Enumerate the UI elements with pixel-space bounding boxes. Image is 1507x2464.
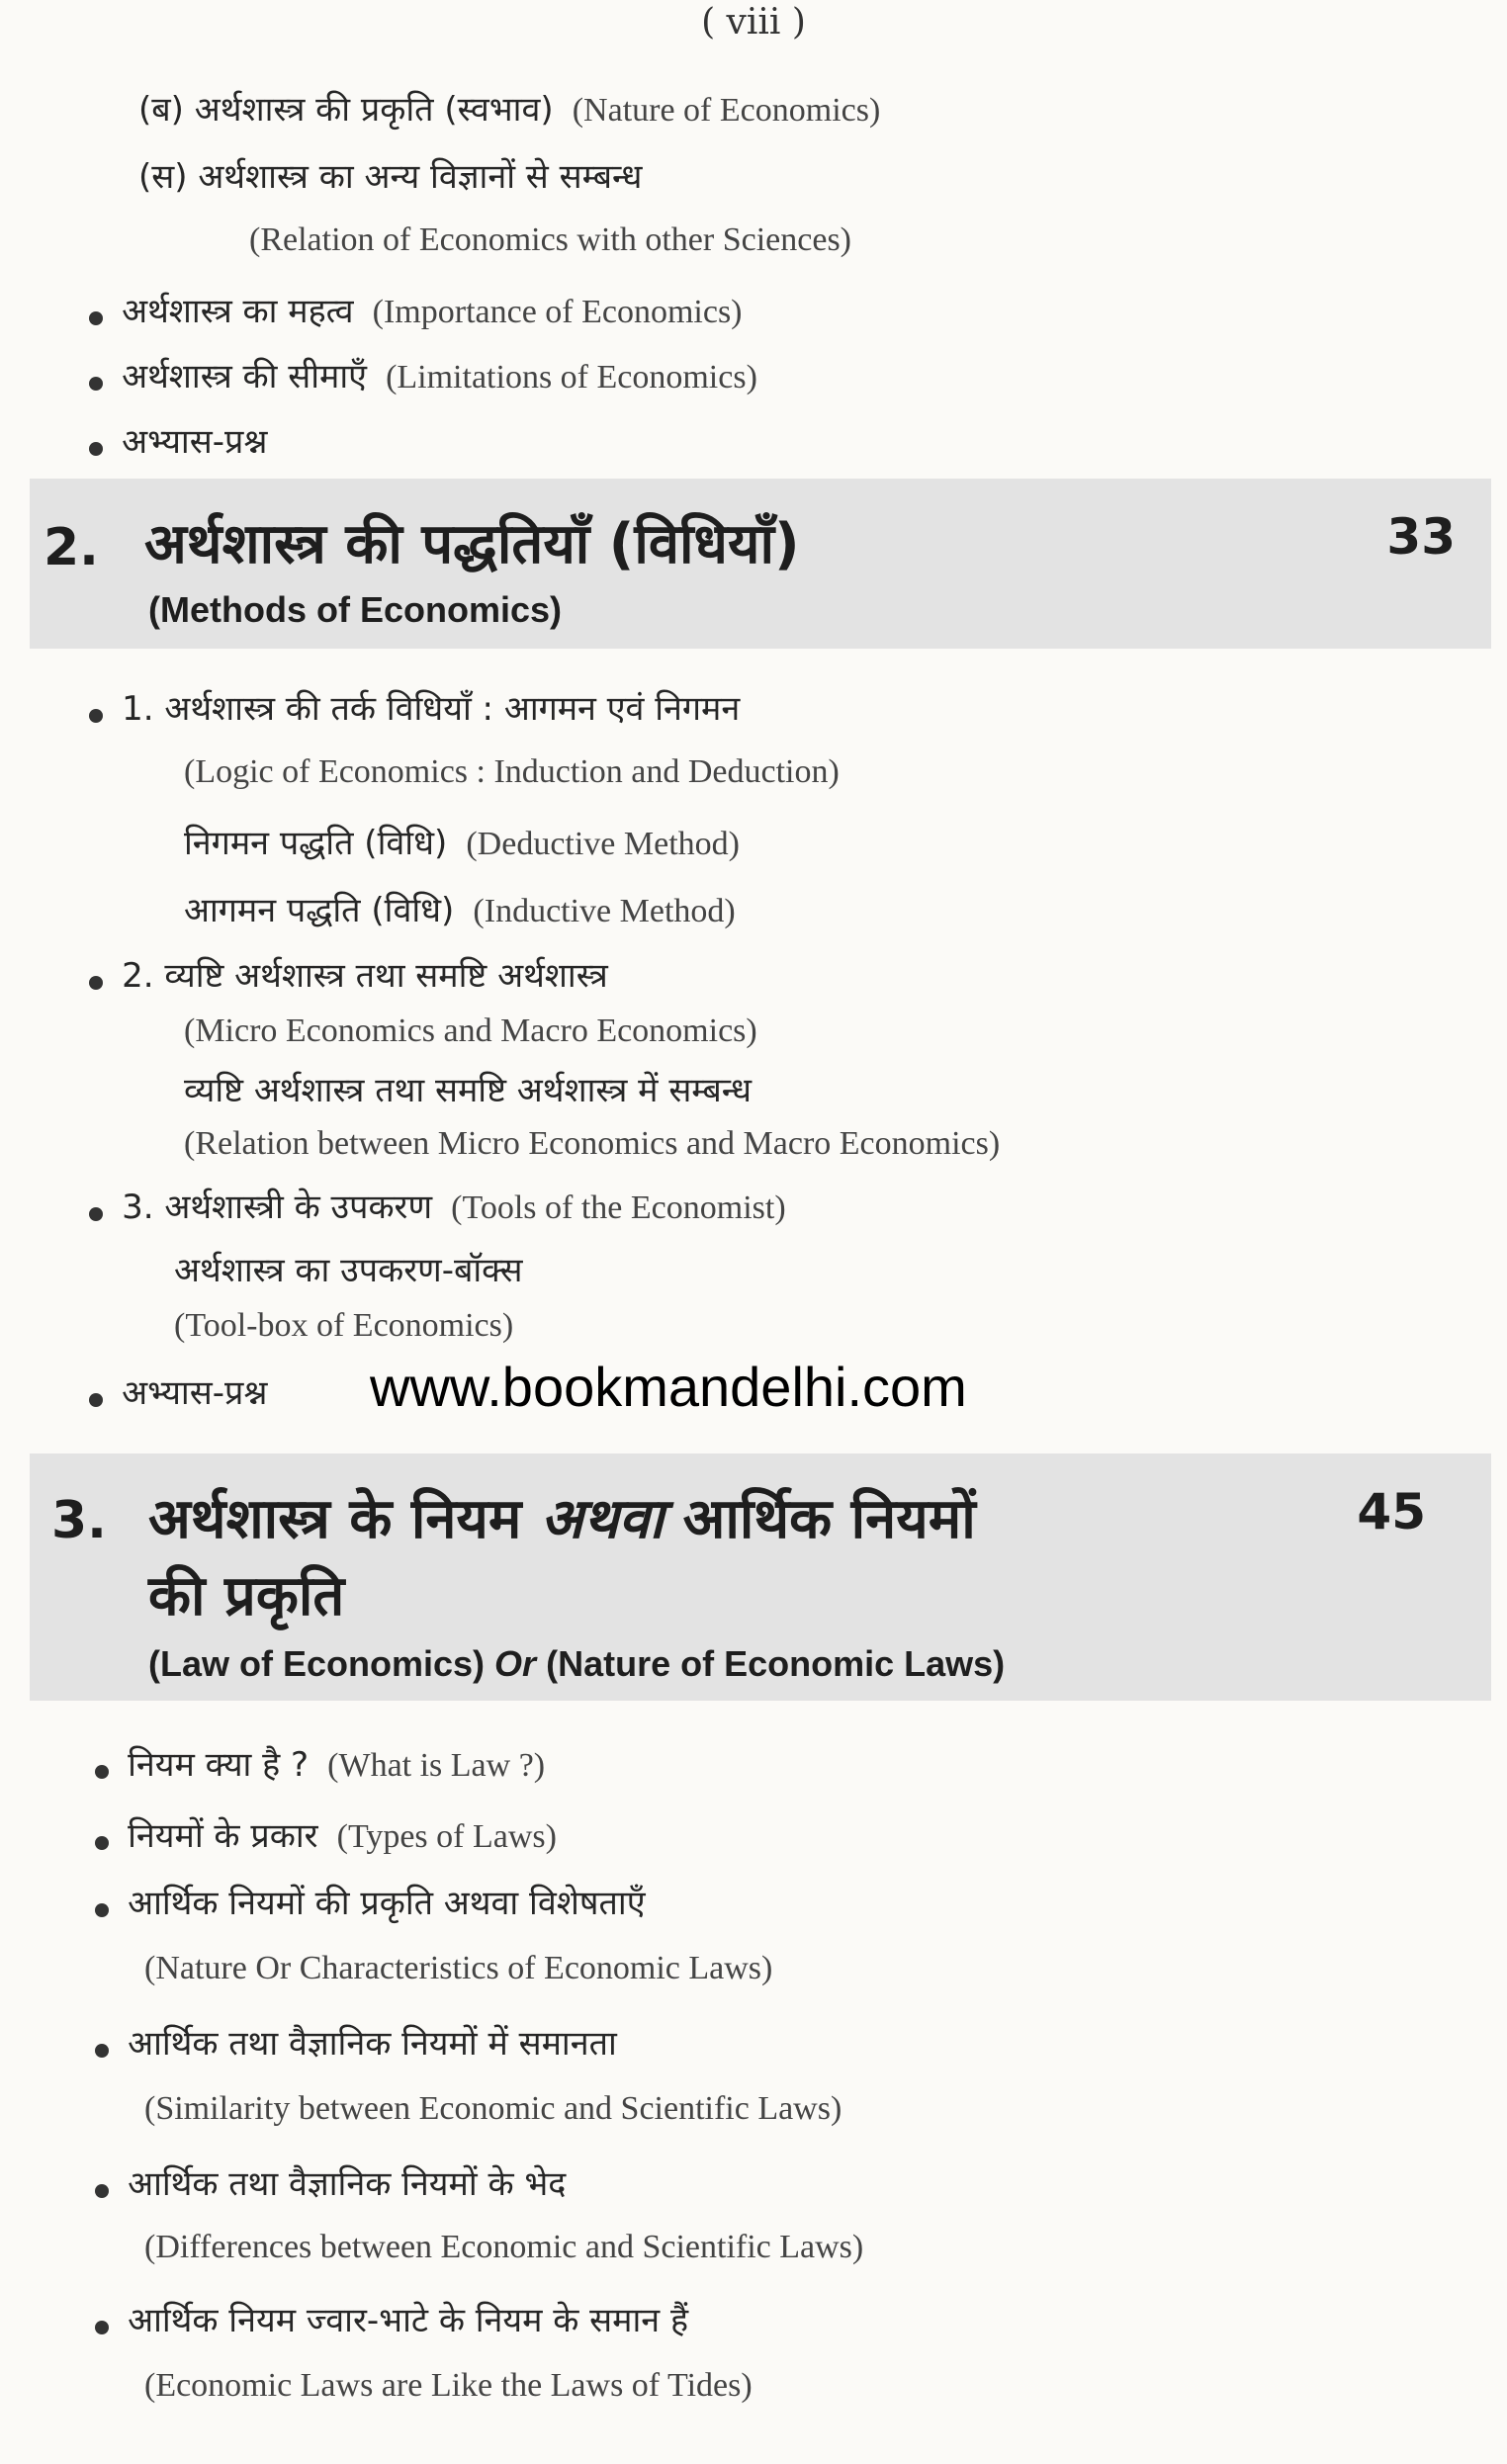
- chapter-subtitle-part: (Law of Economics): [148, 1643, 486, 1684]
- toc-subitem[interactable]: [184, 819, 740, 864]
- chapter-title: अर्थशास्त्र की पद्धतियाँ (विधियाँ): [144, 512, 800, 576]
- chapter-title-or: अथवा: [540, 1487, 665, 1551]
- chapter-page-number: 33: [1386, 508, 1456, 566]
- toc-subitem[interactable]: [174, 1246, 523, 1291]
- toc-item-nature[interactable]: [138, 85, 880, 131]
- toc-bullet-item[interactable]: [89, 417, 267, 463]
- toc-item-english-line: [144, 2090, 842, 2128]
- toc-item-hindi: (ब) अर्थशास्त्र की प्रकृति (स्वभाव): [138, 90, 554, 130]
- toc-bullet-item[interactable]: [89, 1183, 786, 1228]
- toc-item-english: (Similarity between Economic and Scientific Laws): [144, 2090, 842, 2127]
- toc-bullet-item[interactable]: [95, 2296, 688, 2341]
- toc-item-hindi: अर्थशास्त्र का उपकरण-बॉक्स: [174, 1251, 523, 1290]
- toc-item-hindi: नियमों के प्रकार: [128, 1816, 318, 1856]
- toc-subitem[interactable]: [184, 1066, 752, 1111]
- toc-item-english-line: [144, 2229, 863, 2266]
- toc-item-hindi: व्यष्टि अर्थशास्त्र तथा समष्टि अर्थशास्त्र में सम्बन्ध: [184, 1071, 753, 1110]
- toc-item-english: (Types of Laws): [336, 1818, 557, 1855]
- chapter-3-header[interactable]: [30, 1453, 1491, 1701]
- chapter-subtitle-part: (Nature of Economic Laws): [546, 1643, 1006, 1684]
- toc-item-english: (Economic Laws are Like the Laws of Tides): [144, 2367, 753, 2404]
- toc-item-english: (Differences between Economic and Scientific Laws): [144, 2229, 864, 2265]
- toc-item-hindi: अभ्यास-प्रश्न: [122, 1373, 268, 1413]
- chapter-subtitle: (Methods of Economics): [148, 589, 563, 630]
- toc-subitem[interactable]: [184, 886, 736, 931]
- chapter-title-part: आर्थिक नियमों: [682, 1487, 976, 1551]
- toc-item-english: (Tools of the Economist): [451, 1189, 786, 1226]
- toc-item-relation[interactable]: [138, 152, 642, 198]
- toc-item-hindi: 1. अर्थशास्त्र की तर्क विधियाँ : आगमन एवं निगमन: [122, 689, 741, 729]
- bullet-icon: [95, 1903, 109, 1917]
- toc-bullet-item[interactable]: [89, 352, 757, 397]
- toc-bullet-item[interactable]: [95, 2159, 566, 2205]
- toc-bullet-item[interactable]: [95, 1879, 646, 1924]
- bullet-icon: [95, 2044, 109, 2058]
- toc-bullet-item[interactable]: [95, 1740, 545, 1786]
- toc-bullet-item[interactable]: [89, 951, 608, 997]
- toc-item-english: (Limitations of Economics): [386, 359, 757, 396]
- chapter-number: 3.: [51, 1491, 107, 1550]
- bullet-icon: [89, 442, 103, 456]
- bullet-icon: [89, 311, 103, 325]
- bullet-icon: [89, 377, 103, 391]
- toc-bullet-item[interactable]: [89, 1368, 267, 1414]
- toc-item-hindi: निगमन पद्धति (विधि): [184, 824, 448, 863]
- toc-item-english: (Inductive Method): [473, 893, 736, 929]
- toc-item-english: (Micro Economics and Macro Economics): [184, 1012, 757, 1049]
- toc-item-hindi: आर्थिक नियमों की प्रकृति अथवा विशेषताएँ: [128, 1884, 646, 1923]
- toc-bullet-item[interactable]: [95, 1811, 557, 1857]
- toc-item-english: (Nature Or Characteristics of Economic Laws): [144, 1950, 773, 1986]
- toc-item-hindi: अर्थशास्त्र की सीमाएँ: [122, 357, 367, 396]
- chapter-number: 2.: [44, 518, 99, 577]
- toc-bullet-item[interactable]: [89, 684, 740, 730]
- chapter-title-line2: की प्रकृति: [148, 1564, 345, 1628]
- toc-item-hindi: आर्थिक तथा वैज्ञानिक नियमों के भेद: [128, 2164, 567, 2204]
- toc-item-hindi: अभ्यास-प्रश्न: [122, 422, 268, 462]
- bullet-icon: [95, 2184, 109, 2198]
- toc-item-english: (Relation of Economics with other Sciences): [249, 221, 851, 258]
- toc-item-hindi: आर्थिक नियम ज्वार-भाटे के नियम के समान हैं: [128, 2301, 689, 2340]
- chapter-2-header[interactable]: [30, 479, 1491, 649]
- toc-item-english: (Logic of Economics : Induction and Deduction): [184, 753, 840, 790]
- toc-item-hindi: आर्थिक तथा वैज्ञानिक नियमों में समानता: [128, 2024, 617, 2064]
- toc-item-english-line: [174, 1307, 513, 1345]
- bullet-icon: [89, 976, 103, 990]
- bullet-icon: [95, 2321, 109, 2334]
- toc-item-english-line: [249, 221, 851, 259]
- toc-bullet-item[interactable]: [95, 2019, 617, 2065]
- chapter-subtitle-or: Or: [494, 1643, 537, 1684]
- toc-item-english: (What is Law ?): [327, 1747, 546, 1784]
- toc-item-english-line: [144, 1950, 772, 1987]
- toc-item-english: (Importance of Economics): [372, 294, 743, 330]
- chapter-title-part: अर्थशास्त्र के नियम: [148, 1487, 522, 1551]
- toc-bullet-item[interactable]: [89, 287, 743, 332]
- toc-item-english: (Relation between Micro Economics and Macro Economics): [184, 1125, 1001, 1162]
- chapter-subtitle: [148, 1643, 1005, 1685]
- toc-item-english-line: [184, 753, 840, 791]
- page-number: ( viii ): [701, 2, 806, 43]
- bullet-icon: [89, 1393, 103, 1407]
- bullet-icon: [95, 1765, 109, 1779]
- toc-item-english: (Nature of Economics): [572, 92, 881, 129]
- toc-item-english-line: [184, 1125, 1000, 1163]
- chapter-page-number: 45: [1357, 1483, 1426, 1540]
- toc-item-english-line: [184, 1012, 757, 1050]
- toc-item-english: (Tool-box of Economics): [174, 1307, 514, 1344]
- bullet-icon: [95, 1836, 109, 1850]
- chapter-title: [148, 1479, 976, 1554]
- toc-item-hindi: अर्थशास्त्र का महत्व: [122, 292, 354, 331]
- toc-item-hindi: 3. अर्थशास्त्री के उपकरण: [122, 1188, 433, 1227]
- bullet-icon: [89, 709, 103, 723]
- bullet-icon: [89, 1207, 103, 1221]
- toc-item-hindi: (स) अर्थशास्त्र का अन्य विज्ञानों से सम्बन्ध: [138, 157, 643, 197]
- toc-item-english: (Deductive Method): [466, 826, 740, 862]
- toc-item-english-line: [144, 2367, 753, 2405]
- toc-item-hindi: नियम क्या है ?: [128, 1745, 310, 1785]
- toc-item-hindi: आगमन पद्धति (विधि): [184, 891, 455, 930]
- watermark: www.bookmandelhi.com: [370, 1356, 967, 1418]
- toc-item-hindi: 2. व्यष्टि अर्थशास्त्र तथा समष्टि अर्थशास्त्र: [122, 956, 608, 996]
